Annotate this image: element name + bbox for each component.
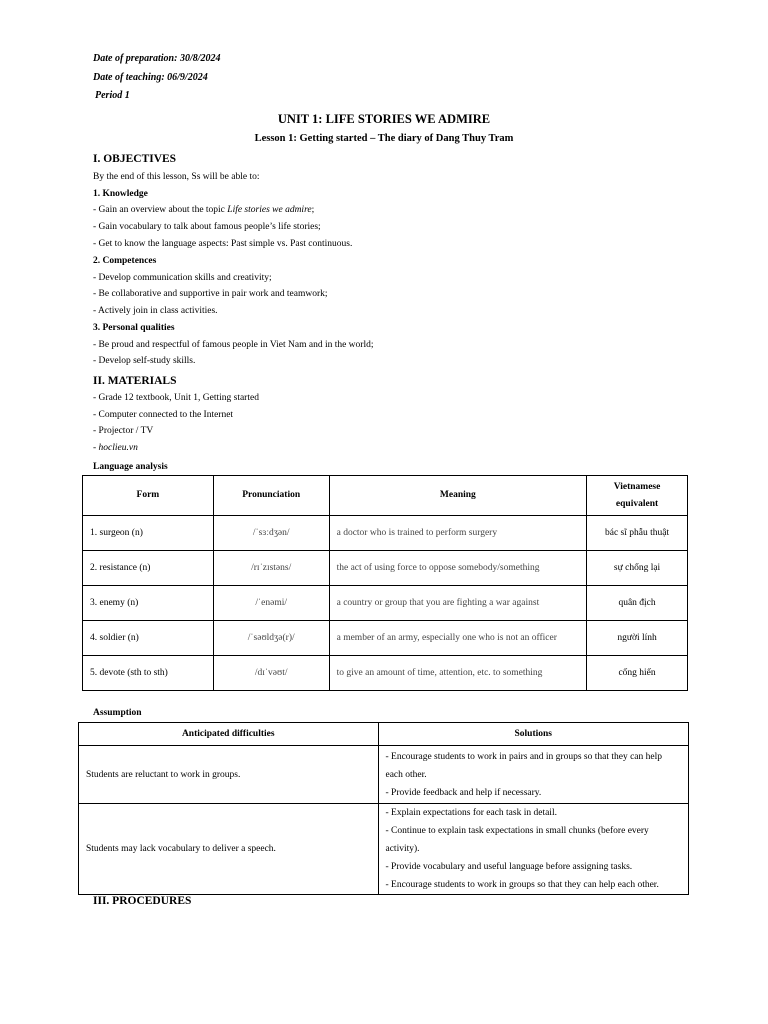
competence-item: - Actively join in class activities. bbox=[93, 306, 218, 316]
competence-item: - Develop communication skills and creativity; bbox=[93, 273, 272, 283]
form-cell: 3. enemy (n) bbox=[83, 586, 214, 621]
form-cell: 1. surgeon (n) bbox=[83, 516, 214, 551]
teaching-date: Date of teaching: 06/9/2024 bbox=[93, 72, 208, 83]
form-cell: 2. resistance (n) bbox=[83, 551, 214, 586]
vietnamese-header: Vietnamese equivalent bbox=[587, 476, 688, 516]
qualities-heading: 3. Personal qualities bbox=[93, 323, 175, 333]
assumption-heading: Assumption bbox=[93, 708, 142, 718]
meaning-cell: a member of an army, especially one who is not an officer bbox=[329, 621, 586, 656]
vietnamese-cell: người lính bbox=[587, 621, 688, 656]
vietnamese-cell: cống hiến bbox=[587, 656, 688, 691]
solutions-header: Solutions bbox=[378, 723, 689, 746]
meaning-cell: a country or group that you are fighting a war against bbox=[329, 586, 586, 621]
knowledge-item: - Get to know the language aspects: Past simple vs. Past continuous. bbox=[93, 239, 353, 249]
solutions-cell bbox=[378, 746, 689, 804]
materials-heading: II. MATERIALS bbox=[93, 375, 177, 387]
material-item: - Projector / TV bbox=[93, 426, 154, 436]
solution-item: - Provide feedback and help if necessary. bbox=[385, 787, 542, 798]
competence-item: - Be collaborative and supportive in pair work and teamwork; bbox=[93, 289, 328, 299]
knowledge-heading: 1. Knowledge bbox=[93, 189, 148, 199]
hoclieu-link[interactable]: hoclieu.vn bbox=[98, 443, 138, 453]
pronunciation-cell: /ˈenəmi/ bbox=[213, 586, 329, 621]
solution-item: - Provide vocabulary and useful language before assigning tasks. bbox=[385, 862, 633, 872]
meaning-header: Meaning bbox=[329, 476, 586, 516]
assumption-table bbox=[78, 722, 689, 895]
table-row bbox=[83, 621, 688, 656]
table-row bbox=[83, 516, 688, 551]
form-cell: 4. soldier (n) bbox=[83, 621, 214, 656]
solution-item: - Explain expectations for each task in detail. bbox=[385, 808, 557, 818]
pronunciation-header: Pronunciation bbox=[213, 476, 329, 516]
meaning-cell: a doctor who is trained to perform surgery bbox=[329, 516, 586, 551]
preparation-date: Date of preparation: 30/8/2024 bbox=[93, 53, 221, 64]
vietnamese-cell: sự chống lại bbox=[587, 551, 688, 586]
solution-item: - Continue to explain task expectations in small chunks (before every activity). bbox=[385, 826, 649, 854]
difficulties-header: Anticipated difficulties bbox=[79, 723, 379, 746]
knowledge-item: - Gain an overview about the topic Life stories we admire; bbox=[93, 205, 315, 215]
table-row bbox=[79, 746, 689, 804]
table-row bbox=[83, 586, 688, 621]
material-item: - Grade 12 textbook, Unit 1, Getting started bbox=[93, 393, 259, 403]
procedures-heading: III. PROCEDURES bbox=[93, 895, 192, 907]
table-row bbox=[83, 551, 688, 586]
difficulty-cell: Students may lack vocabulary to deliver a speech. bbox=[79, 804, 379, 895]
material-item: - hoclieu.vn bbox=[93, 443, 138, 453]
pronunciation-cell: /dɪˈvəʊt/ bbox=[213, 656, 329, 691]
pronunciation-cell: /rɪˈzɪstəns/ bbox=[213, 551, 329, 586]
solution-item: - Encourage students to work in groups so that they can help each other. bbox=[385, 880, 659, 890]
meaning-cell: to give an amount of time, attention, etc. to something bbox=[329, 656, 586, 691]
material-item: - Computer connected to the Internet bbox=[93, 410, 234, 420]
objectives-intro: By the end of this lesson, Ss will be able to: bbox=[93, 172, 260, 182]
form-header: Form bbox=[83, 476, 214, 516]
period: Period 1 bbox=[95, 90, 130, 101]
quality-item: - Develop self-study skills. bbox=[93, 356, 196, 366]
table-row bbox=[83, 656, 688, 691]
solutions-cell bbox=[378, 804, 689, 895]
competences-heading: 2. Competences bbox=[93, 256, 157, 266]
knowledge-item: - Gain vocabulary to talk about famous people’s life stories; bbox=[93, 222, 321, 232]
vietnamese-cell: bác sĩ phẫu thuật bbox=[587, 516, 688, 551]
table-row bbox=[79, 804, 689, 895]
pronunciation-cell: /ˈsɜːdʒən/ bbox=[213, 516, 329, 551]
vietnamese-cell: quân địch bbox=[587, 586, 688, 621]
solution-item: - Encourage students to work in pairs and in groups so that they can help each other. bbox=[385, 751, 662, 780]
quality-item: - Be proud and respectful of famous people in Viet Nam and in the world; bbox=[93, 340, 374, 350]
form-cell: 5. devote (sth to sth) bbox=[83, 656, 214, 691]
table-header-row bbox=[83, 476, 688, 516]
language-analysis-heading: Language analysis bbox=[93, 462, 168, 472]
unit-title: UNIT 1: LIFE STORIES WE ADMIRE bbox=[277, 112, 491, 126]
meaning-cell: the act of using force to oppose somebody/something bbox=[329, 551, 586, 586]
difficulty-cell: Students are reluctant to work in groups. bbox=[79, 746, 379, 804]
table-header-row bbox=[79, 723, 689, 746]
pronunciation-cell: /ˈsəʊldʒə(r)/ bbox=[213, 621, 329, 656]
language-analysis-table bbox=[82, 475, 688, 691]
objectives-heading: I. OBJECTIVES bbox=[93, 153, 177, 165]
lesson-title: Lesson 1: Getting started – The diary of Dang Thuy Tram bbox=[254, 133, 514, 144]
